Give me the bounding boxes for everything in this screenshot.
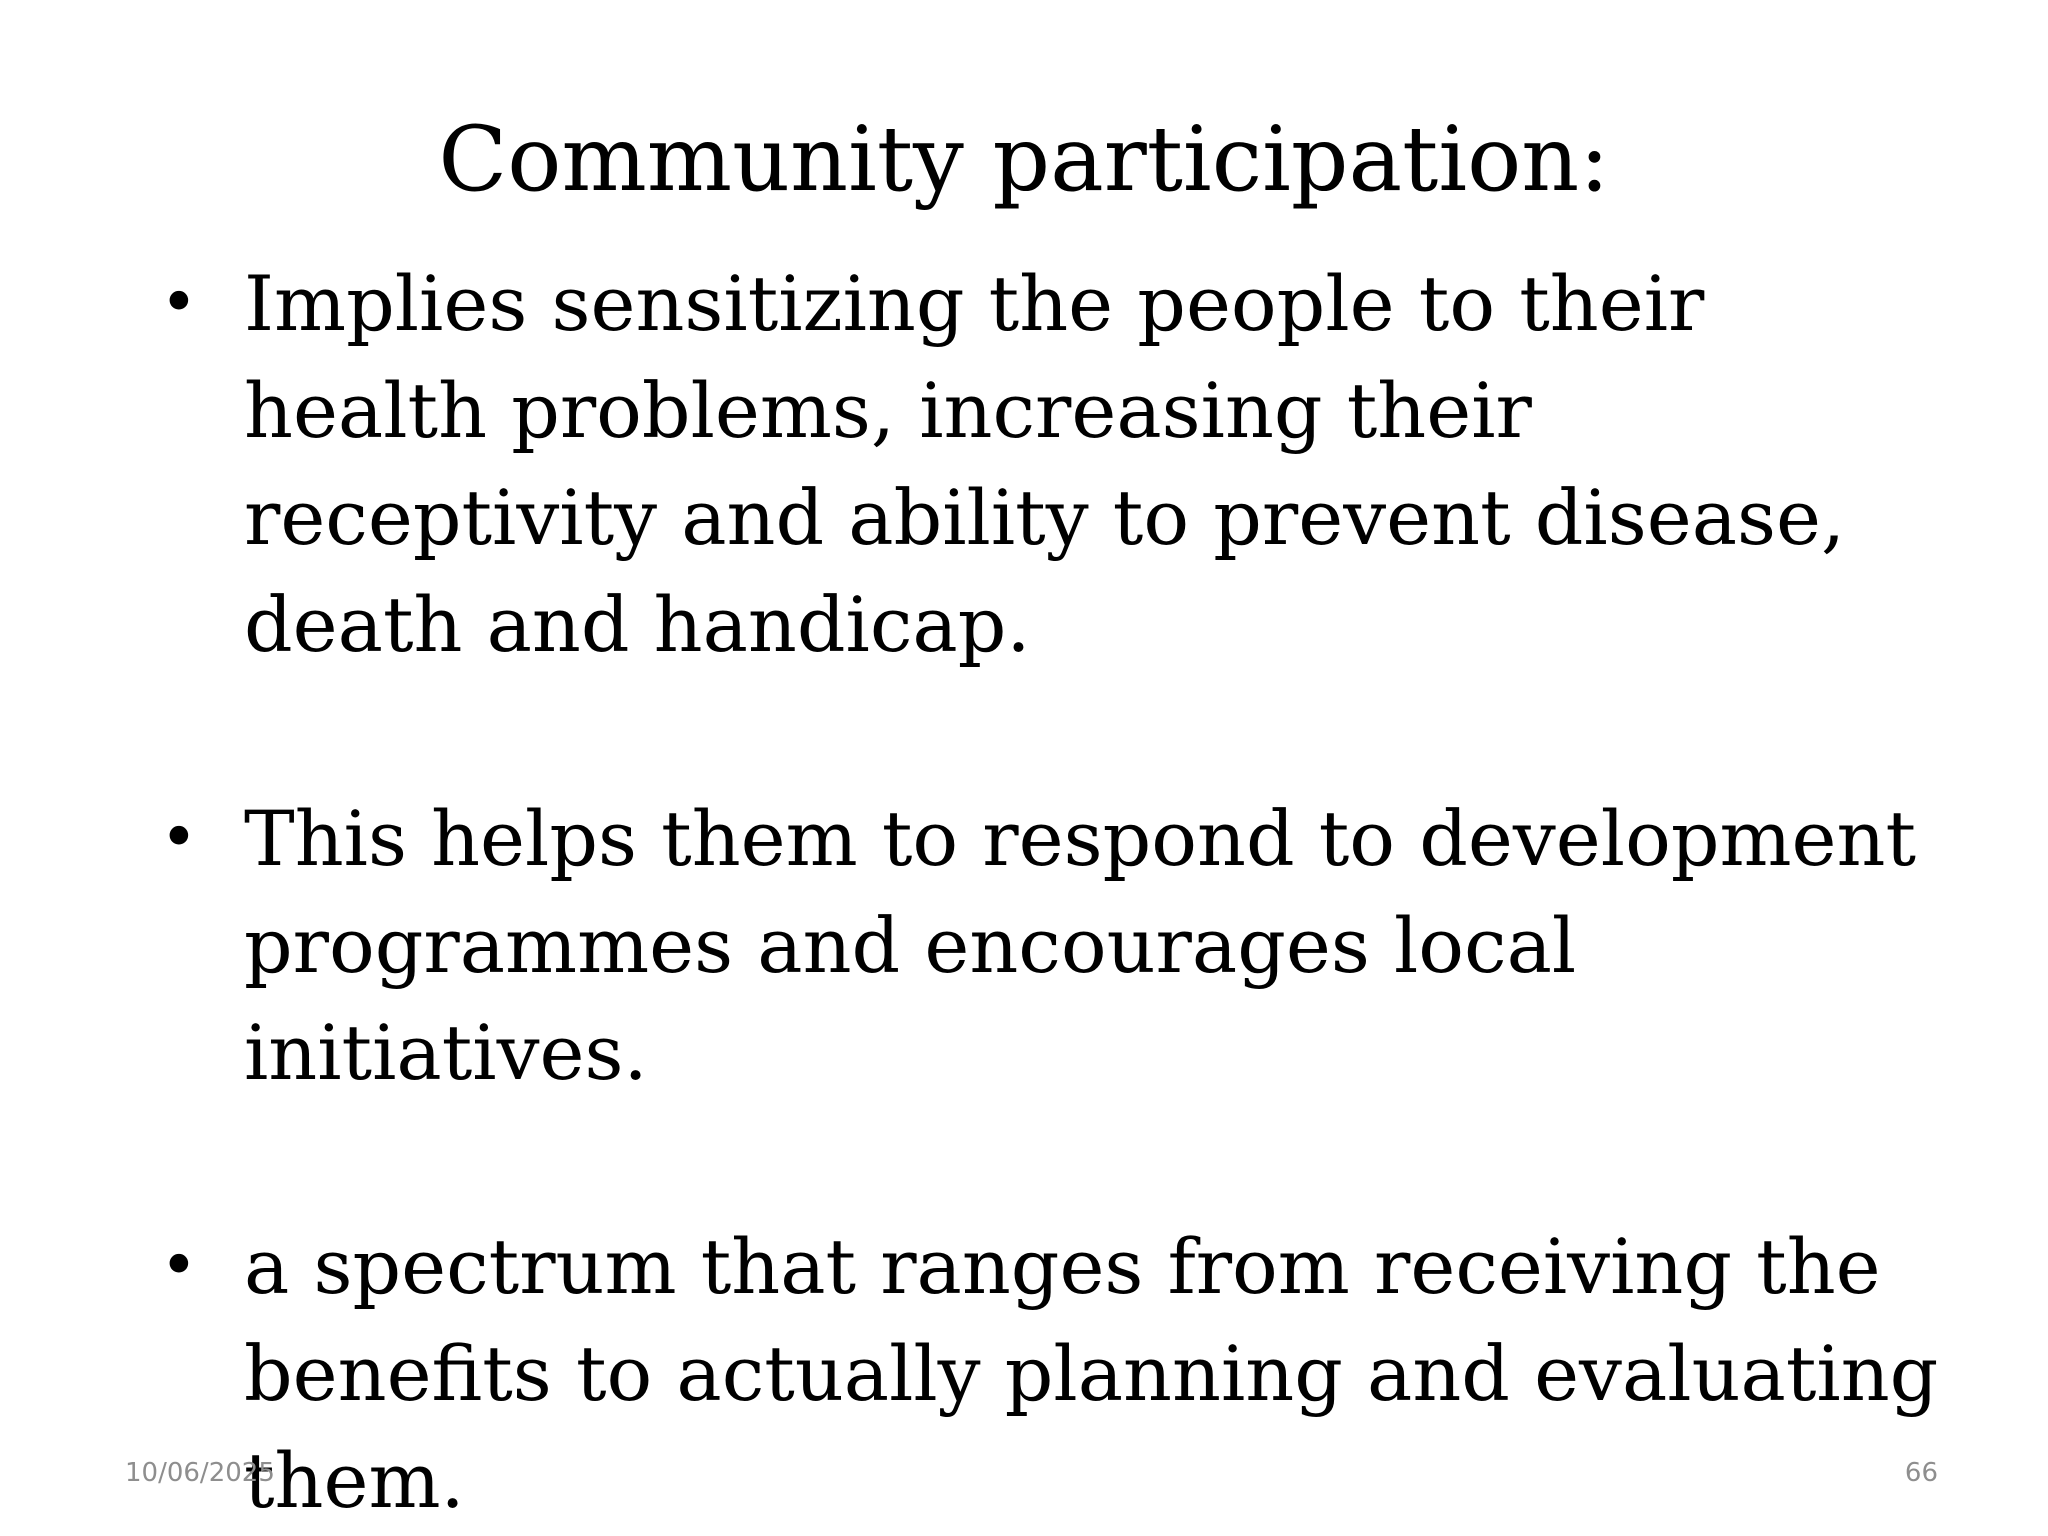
- bullet-item-3: [160, 1213, 1960, 1534]
- bullet-text: a spectrum that ranges from receiving the benefits to actually planning and evaluating them.: [244, 1222, 1939, 1525]
- bullet-item-1: [160, 250, 1960, 678]
- bullet-marker: •: [160, 801, 198, 875]
- bullet-marker: •: [160, 266, 198, 340]
- bullet-marker: •: [160, 1229, 198, 1303]
- slide-title: Community participation:: [438, 107, 1610, 212]
- bullet-item-2: [160, 785, 1960, 1106]
- bullet-text: This helps them to respond to development programmes and encourages local initiatives.: [244, 794, 1916, 1097]
- bullet-list: [160, 250, 1960, 1534]
- page-number: 66: [1904, 1458, 1938, 1488]
- footer-date: 10/06/2025: [125, 1458, 275, 1488]
- bullet-text: Implies sensitizing the people to their health problems, increasing their receptivity and ability to prevent disease, death and handicap.: [244, 259, 1846, 669]
